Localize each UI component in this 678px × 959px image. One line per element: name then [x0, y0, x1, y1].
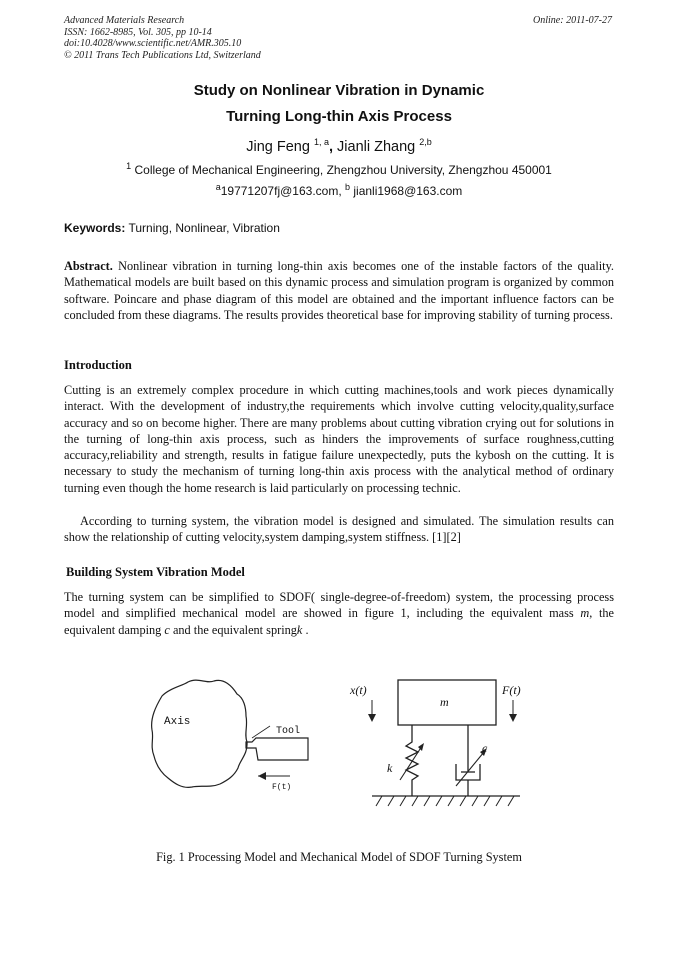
- damper-label: c: [482, 741, 488, 755]
- mass-label: m: [440, 695, 449, 709]
- spring-variable-arrow: [400, 746, 422, 780]
- text-run: The turning system can be simplified to SDOF( single-degree-of-freedom) system, the processing process model and simplified mechanical model are showed in figure 1, including the equivalent mass: [64, 590, 614, 621]
- author-list: Jing Feng $^{1, a}$, Jianli Zhang $^{2,b}$: [246, 137, 432, 155]
- online-date: Online: 2011-07-27: [533, 15, 612, 26]
- abstract-text: Nonlinear vibration in turning long-thin axis becomes one of the instable factors of the quality. Mathematical models are built based on this dynamic process and simulation program is organized by common software. Poincare and phase diagram of this model are obtained and the important influence factors can be concluded from these diagrams. The results provides theoretical base for improving stability of turning process.: [64, 259, 614, 322]
- journal-copyright: © 2011 Trans Tech Publications Ltd, Switzerland: [64, 49, 261, 61]
- text-run: .: [305, 622, 309, 637]
- author-name: Jianli Zhang: [337, 139, 416, 155]
- email-superscript: a: [215, 182, 221, 192]
- force-label: F(t): [272, 783, 292, 792]
- math-symbol: k: [296, 622, 303, 637]
- email-link[interactable]: 19771207fj@163.com,: [220, 184, 342, 198]
- text-run: and the equivalent spring: [172, 622, 297, 637]
- affiliation-superscript: 1: [126, 161, 132, 171]
- abstract: [64, 258, 614, 323]
- external-force-arrowhead: [509, 714, 517, 722]
- section-heading-introduction: Introduction: [64, 358, 132, 372]
- email-link[interactable]: jianli1968@163.com: [353, 184, 463, 198]
- author-name: Jing Feng: [246, 139, 310, 155]
- journal-doi: doi:10.4028/www.scientific.net/AMR.305.10: [64, 38, 242, 49]
- force-arrowhead: [258, 772, 266, 780]
- journal-name: Advanced Materials Research: [64, 15, 185, 26]
- section-heading-building-model: Building System Vibration Model: [66, 565, 245, 579]
- author-superscript: 2,b: [419, 137, 432, 148]
- keywords: [64, 221, 616, 235]
- building-paragraph: [64, 589, 614, 638]
- journal-issn: ISSN: 1662-8985, Vol. 305, pp 10-14: [64, 26, 212, 38]
- tool-label: Tool: [276, 726, 301, 737]
- spring-label: k: [387, 761, 393, 775]
- displacement-arrowhead: [368, 714, 376, 722]
- keywords-label: Keywords:: [64, 221, 126, 235]
- displacement-label: x(t): [350, 683, 367, 697]
- abstract-label: Abstract.: [64, 259, 113, 273]
- figure-1: [140, 668, 540, 823]
- cutting-tool: [246, 738, 308, 760]
- axis-label: Axis: [164, 716, 191, 728]
- paper-title-line1: Study on Nonlinear Vibration in Dynamic: [193, 82, 485, 99]
- text-run: , the equivalent damping: [64, 606, 615, 637]
- affiliation: [0, 163, 678, 177]
- author-superscript: 1, a: [313, 137, 329, 148]
- ground-hatching: [376, 796, 514, 806]
- keywords-text: Turning, Nonlinear, Vibration: [128, 221, 280, 235]
- intro-paragraph-1: Cutting is an extremely complex procedure in which cutting machines,tools and work pieces dynamically interact. With the development of industry,the requirements which involve cutting velocity,quality,surface accuracy and so on become higher. There are many problems about cutting vibration crying out for solutions in the turning of long-thin axis process, such as hinders the improvements of surface roughness,cutting accuracy,reliability and strength, results in fatigue failure unexpectedly, puts the kybosh on the cutting. It is necessary to study the mechanism of turning long-thin axis process with the analytical method of ordinary turning even though the home research is laid particularly on processing technic.: [64, 383, 614, 495]
- journal-header: [64, 15, 261, 61]
- math-symbol: m: [580, 606, 590, 621]
- affiliation-text: College of Mechanical Engineering, Zhengzhou University, Zhengzhou 450001: [134, 163, 552, 177]
- processing-model: [152, 680, 308, 792]
- workpiece-outline: [152, 680, 247, 787]
- mechanical-model: [349, 680, 521, 806]
- tool-leader-line: [252, 726, 270, 738]
- math-symbol: c: [164, 622, 170, 637]
- intro-paragraph-2: According to turning system, the vibration model is designed and simulated. The simulation results can show the relationship of cutting velocity,system damping,system stiffness. [1][2]: [64, 514, 614, 545]
- external-force-label: F(t): [502, 683, 521, 697]
- paper-title-line2: Turning Long-thin Axis Process: [226, 108, 452, 125]
- email-superscript: b: [345, 182, 351, 192]
- figure-caption: Fig. 1 Processing Model and Mechanical Model of SDOF Turning System: [156, 850, 522, 864]
- author-emails: [0, 184, 678, 198]
